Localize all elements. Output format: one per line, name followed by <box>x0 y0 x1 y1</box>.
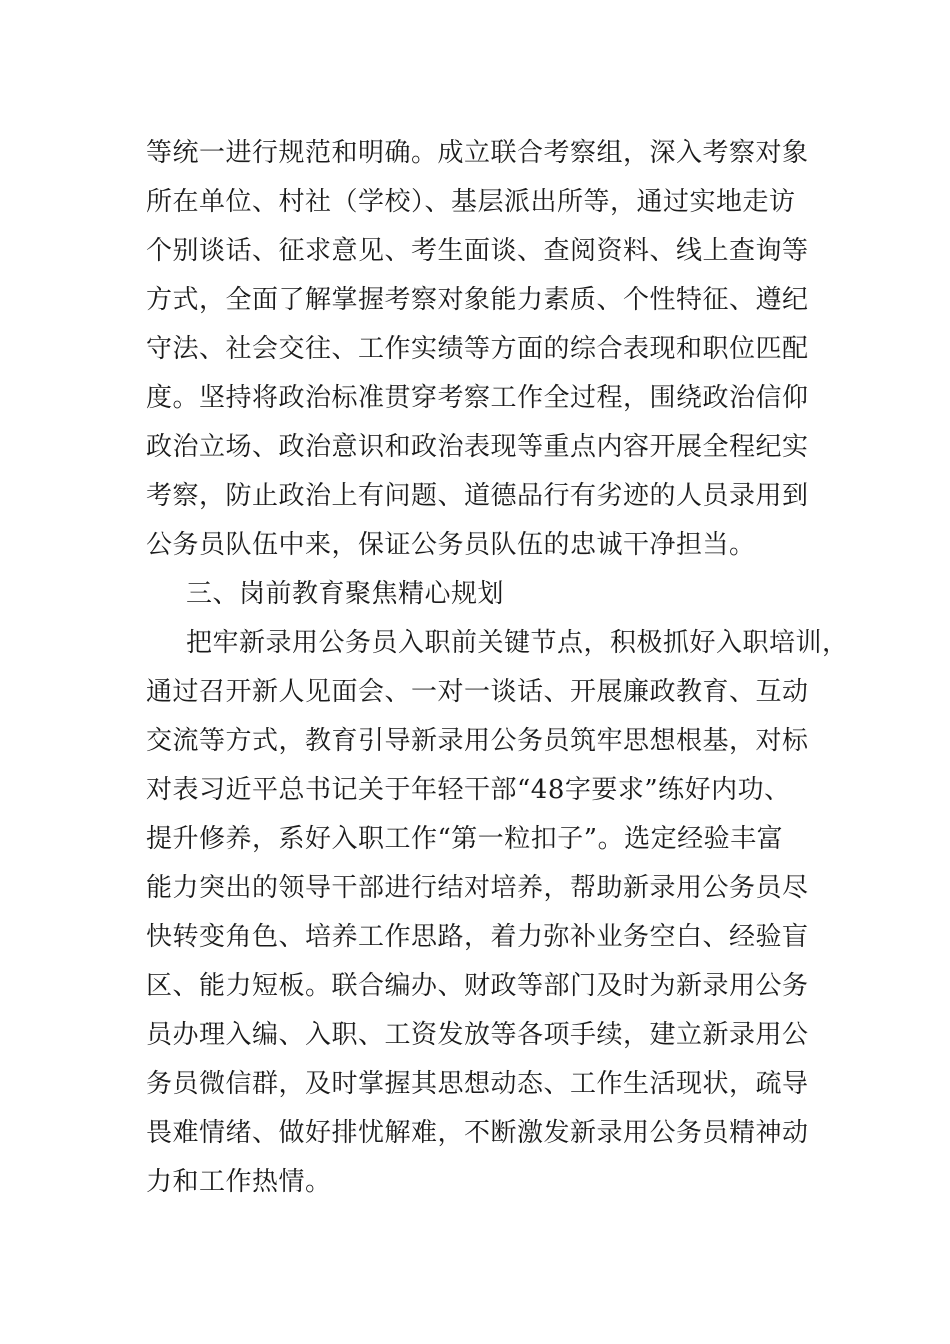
paragraph-2-line-7: 快转变角色、培养工作思路，着力弥补业务空白、经验盲 <box>146 922 809 952</box>
paragraph-1-line-7: 政治立场、政治意识和政治表现等重点内容开展全程纪实 <box>146 432 809 462</box>
paragraph-2-line-3: 交流等方式，教育引导新录用公务员筑牢思想根基，对标 <box>146 726 809 756</box>
paragraph-1-line-6: 度。坚持将政治标准贯穿考察工作全过程，围绕政治信仰 <box>146 383 809 413</box>
paragraph-1-line-2: 所在单位、村社（学校）、基层派出所等，通过实地走访 <box>146 187 796 217</box>
paragraph-2-line-9: 员办理入编、入职、工资发放等各项手续，建立新录用公 <box>146 1020 809 1050</box>
paragraph-2-line-2: 通过召开新人见面会、一对一谈话、开展廉政教育、互动 <box>146 677 809 707</box>
paragraph-2-line-8: 区、能力短板。联合编办、财政等部门及时为新录用公务 <box>146 971 809 1001</box>
paragraph-2-line-1: 把牢新录用公务员入职前关键节点，积极抓好入职培训， <box>186 628 849 658</box>
paragraph-2-line-11: 畏难情绪、做好排忧解难，不断激发新录用公务员精神动 <box>146 1118 809 1148</box>
paragraph-2-line-5: 提升修养，系好入职工作“第一粒扣子”。选定经验丰富 <box>146 824 784 854</box>
paragraph-2-line-4: 对表习近平总书记关于年轻干部“48字要求”练好内功、 <box>146 775 791 805</box>
paragraph-1-line-9: 公务员队伍中来，保证公务员队伍的忠诚干净担当。 <box>146 530 756 560</box>
paragraph-1-line-5: 守法、社会交往、工作实绩等方面的综合表现和职位匹配 <box>146 334 809 364</box>
paragraph-1-line-4: 方式，全面了解掌握考察对象能力素质、个性特征、遵纪 <box>146 285 809 315</box>
paragraph-2-line-10: 务员微信群，及时掌握其思想动态、工作生活现状，疏导 <box>146 1069 809 1099</box>
paragraph-1-line-3: 个别谈话、征求意见、考生面谈、查阅资料、线上查询等 <box>146 236 809 266</box>
paragraph-2-line-6: 能力突出的领导干部进行结对培养，帮助新录用公务员尽 <box>146 873 809 903</box>
paragraph-1-line-1: 等统一进行规范和明确。成立联合考察组，深入考察对象 <box>146 138 809 168</box>
section-heading: 三、岗前教育聚焦精心规划 <box>186 579 505 609</box>
paragraph-2-line-12: 力和工作热情。 <box>146 1167 332 1197</box>
paragraph-1-line-8: 考察，防止政治上有问题、道德品行有劣迹的人员录用到 <box>146 481 809 511</box>
